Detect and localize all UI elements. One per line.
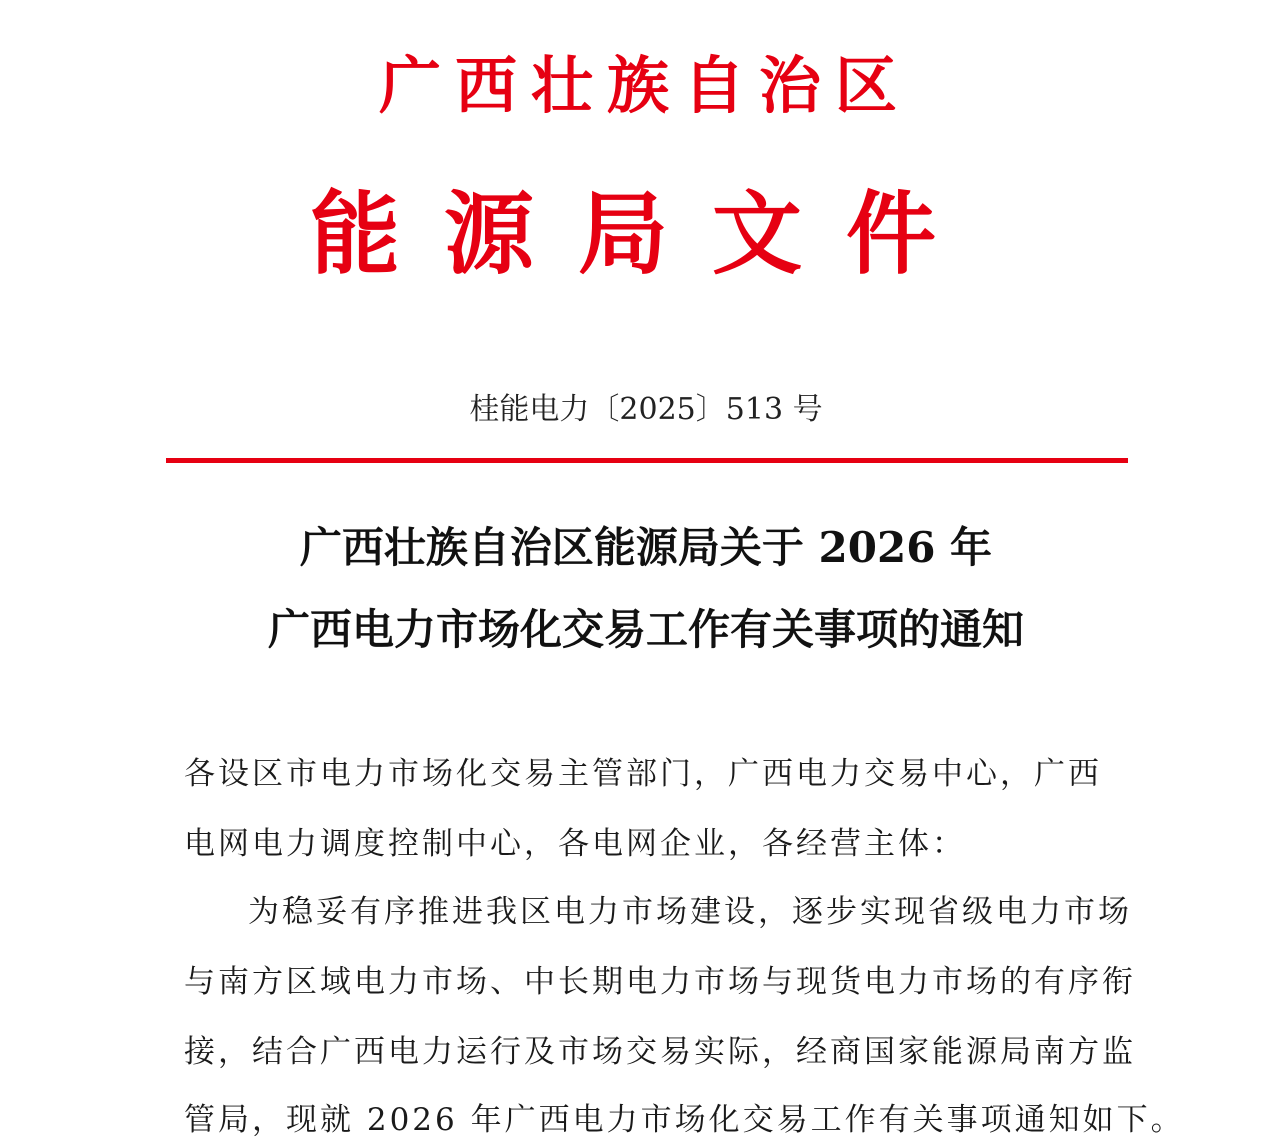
addressee-line-2: 电网电力调度控制中心，各电网企业，各经营主体： [184,826,966,862]
paragraph-line-2: 与南方区域电力市场、中长期电力市场与现货电力市场的有序衔 [184,964,1136,1000]
paragraph-line-3: 接，结合广西电力运行及市场交易实际，经商国家能源局南方监 [184,1034,1136,1070]
paragraph-line-4: 管局，现就 2026 年广西电力市场化交易工作有关事项通知如下。 [184,1102,1185,1138]
document-type-heading: 能源局文件 [310,181,980,287]
issuer-name: 广西壮族自治区 [378,49,911,122]
document-title-line-2: 广西电力市场化交易工作有关事项的通知 [267,605,1024,654]
document-number: 桂能电力〔2025〕513 号 [469,392,823,427]
document-title-line-1: 广西壮族自治区能源局关于 2026 年 [299,523,993,572]
addressee-line-1: 各设区市电力市场化交易主管部门，广西电力交易中心，广西 [184,756,1102,792]
paragraph-line-1: 为稳妥有序推进我区电力市场建设，逐步实现省级电力市场 [248,894,1132,930]
red-divider-line [166,458,1128,463]
